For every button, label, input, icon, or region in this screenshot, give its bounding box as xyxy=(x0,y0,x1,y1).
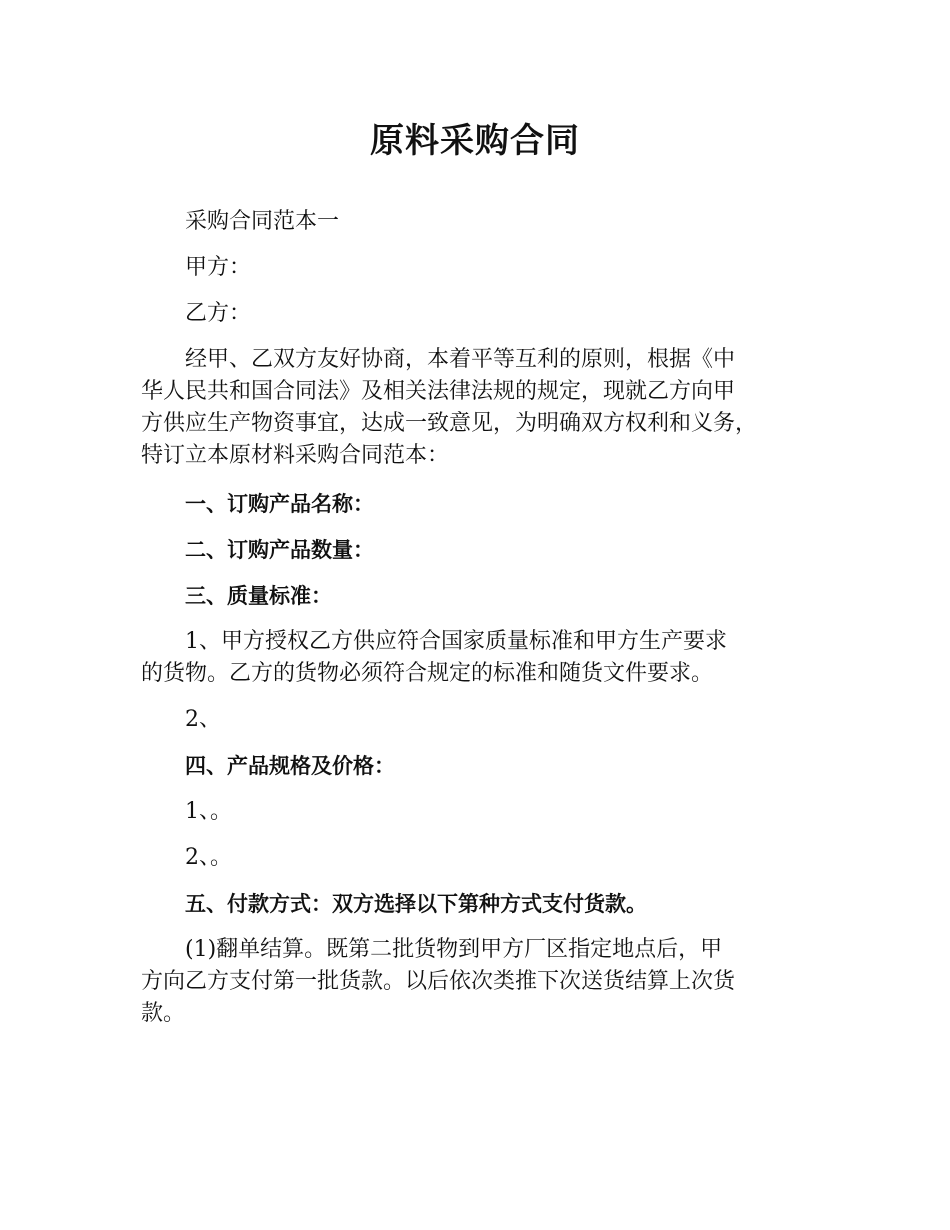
section-product-name: 一、订购产品名称： xyxy=(185,492,374,516)
payment-clause-1-line-3: 款。 xyxy=(141,1001,186,1026)
intro-line-2: 华人民共和国合同法》及相关法律法规的规定，现就乙方向甲 xyxy=(141,379,736,404)
template-heading: 采购合同范本一 xyxy=(185,209,340,234)
quality-clause-1-line-1: 1、甲方授权乙方供应符合国家质量标准和甲方生产要求 xyxy=(185,629,727,654)
party-a-field: 甲方： xyxy=(185,255,252,280)
party-b-field: 乙方： xyxy=(185,301,252,326)
section-payment-method: 五、付款方式：双方选择以下第种方式支付货款。 xyxy=(185,892,647,916)
spec-clause-1: 1、。 xyxy=(185,799,232,824)
document-title: 原料采购合同 xyxy=(370,121,580,161)
spec-clause-2: 2、。 xyxy=(185,845,232,870)
quality-clause-1-line-2: 的货物。乙方的货物必须符合规定的标准和随货文件要求。 xyxy=(141,661,714,686)
quality-clause-2: 2、 xyxy=(185,707,221,732)
intro-line-4: 特订立本原材料采购合同范本： xyxy=(141,443,450,468)
section-product-quantity: 二、订购产品数量： xyxy=(185,538,374,562)
intro-line-1: 经甲、乙双方友好协商，本着平等互利的原则，根据《中 xyxy=(185,347,736,372)
document-body xyxy=(141,206,831,1044)
intro-line-3: 方供应生产物资事宜，达成一致意见，为明确双方权利和义务， xyxy=(141,411,758,436)
section-quality-standard: 三、质量标准： xyxy=(185,584,332,608)
section-spec-price: 四、产品规格及价格： xyxy=(185,754,395,778)
payment-clause-1-line-1: (1)翻单结算。既第二批货物到甲方厂区指定地点后，甲 xyxy=(185,937,723,962)
intro-paragraph xyxy=(141,344,831,472)
payment-clause-1 xyxy=(141,934,831,1030)
quality-clause-1 xyxy=(141,626,831,690)
payment-clause-1-line-2: 方向乙方支付第一批货款。以后依次类推下次送货结算上次货 xyxy=(141,969,736,994)
